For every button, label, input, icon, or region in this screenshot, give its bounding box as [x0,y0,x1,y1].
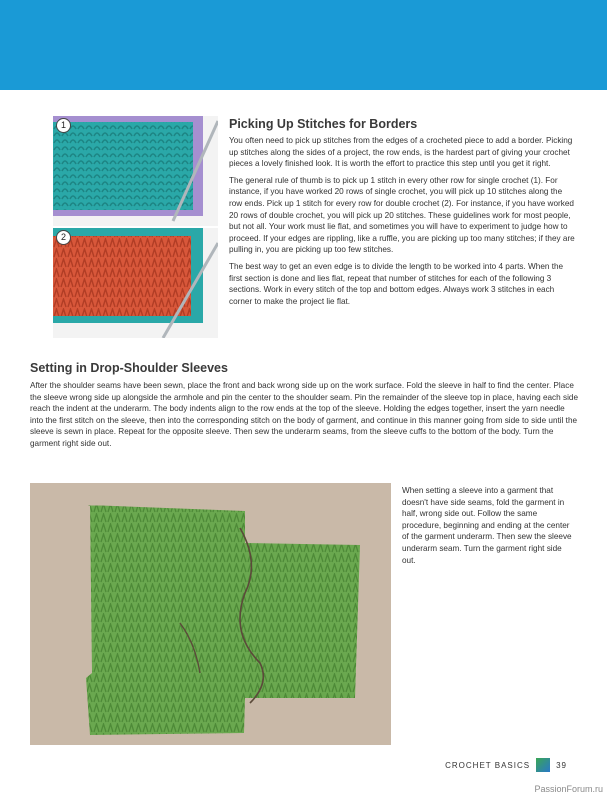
section-title-picking-up-stitches: Picking Up Stitches for Borders [229,117,418,131]
header-bar [0,0,607,90]
book-logo-icon [536,758,550,772]
paragraph: After the shoulder seams have been sewn, place the front and back wrong side up on the work surface. Fold the sleeve in half to find the center. Place the sleeve wrong side up alongside the armhole and pin the center to the shoulder seam. Pin the remainder of the sleeve top in place, having each side reach the indent at the underarm. The body indents align to the row ends at the top of the sleeve. Holding the edges together, insert the yarn needle into the first stitch on the sleeve, then into the corresponding stitch on the body of garment, and continue in this manner going from side to side until the sleeve is sewn in place. Repeat for the opposite sleeve. Then sew the underarm seams, from the sleeve cuffs to the bottom of the body. Turn the garment right side out. [30,381,578,448]
photo-double-crochet-swatch [53,228,218,338]
paragraph: You often need to pick up stitches from the edges of a crocheted piece to add a border. Picking up stitches along the sides of a project, the row ends, is the hardest part of giving your crochet pieces a lovely finished look. It is worth the effort to practice this step until you get it right. [229,136,573,169]
photo-badge-1: 1 [56,118,71,133]
photo-caption [402,485,572,566]
paragraph: The general rule of thumb is to pick up 1 stitch in every other row for single crochet (1). For instance, if you have worked 20 rows of single crochet, you will pick up 10 stitches along the row ends. Pick up 1 stitch for every row for double crochet (2). For instance, if you have worked 20 rows of double crochet, you will pick up 20 stitches. These guidelines work for most people, but not all. Your work must lie flat, and sometimes you will have to experiment to judge how to proceed. If your edges are rippling, like a ruffle, you are picking up too many stitches; if they are pulling in, you are picking up too few stitches. [229,175,575,255]
footer-label: CROCHET BASICS [445,760,531,770]
page-number: 39 [556,760,567,770]
drop-shoulder-body [30,380,578,450]
watermark: PassionForum.ru [534,784,603,794]
page-footer [445,758,567,772]
caption-text: When setting a sleeve into a garment that doesn't have side seams, fold the garment in half, wrong side out. Follow the same procedure, beginning and ending at the center of the garment underarm. Then sew the sleeve underarm seam. Turn the garment right side out. [402,486,572,565]
photo-drop-shoulder-garment [30,483,391,745]
section-title-drop-shoulder-sleeves: Setting in Drop-Shoulder Sleeves [30,361,228,375]
photo-single-crochet-swatch [53,116,218,226]
picking-up-stitches-body [229,135,575,312]
photo-badge-2: 2 [56,230,71,245]
paragraph: The best way to get an even edge is to divide the length to be worked into 4 parts. When the first section is done and lies flat, repeat that number of stitches for each of the following 3 sections. Work in every stitch of the top and bottom edges. Always work 3 stitches in each corner to make the project lie flat. [229,261,564,306]
